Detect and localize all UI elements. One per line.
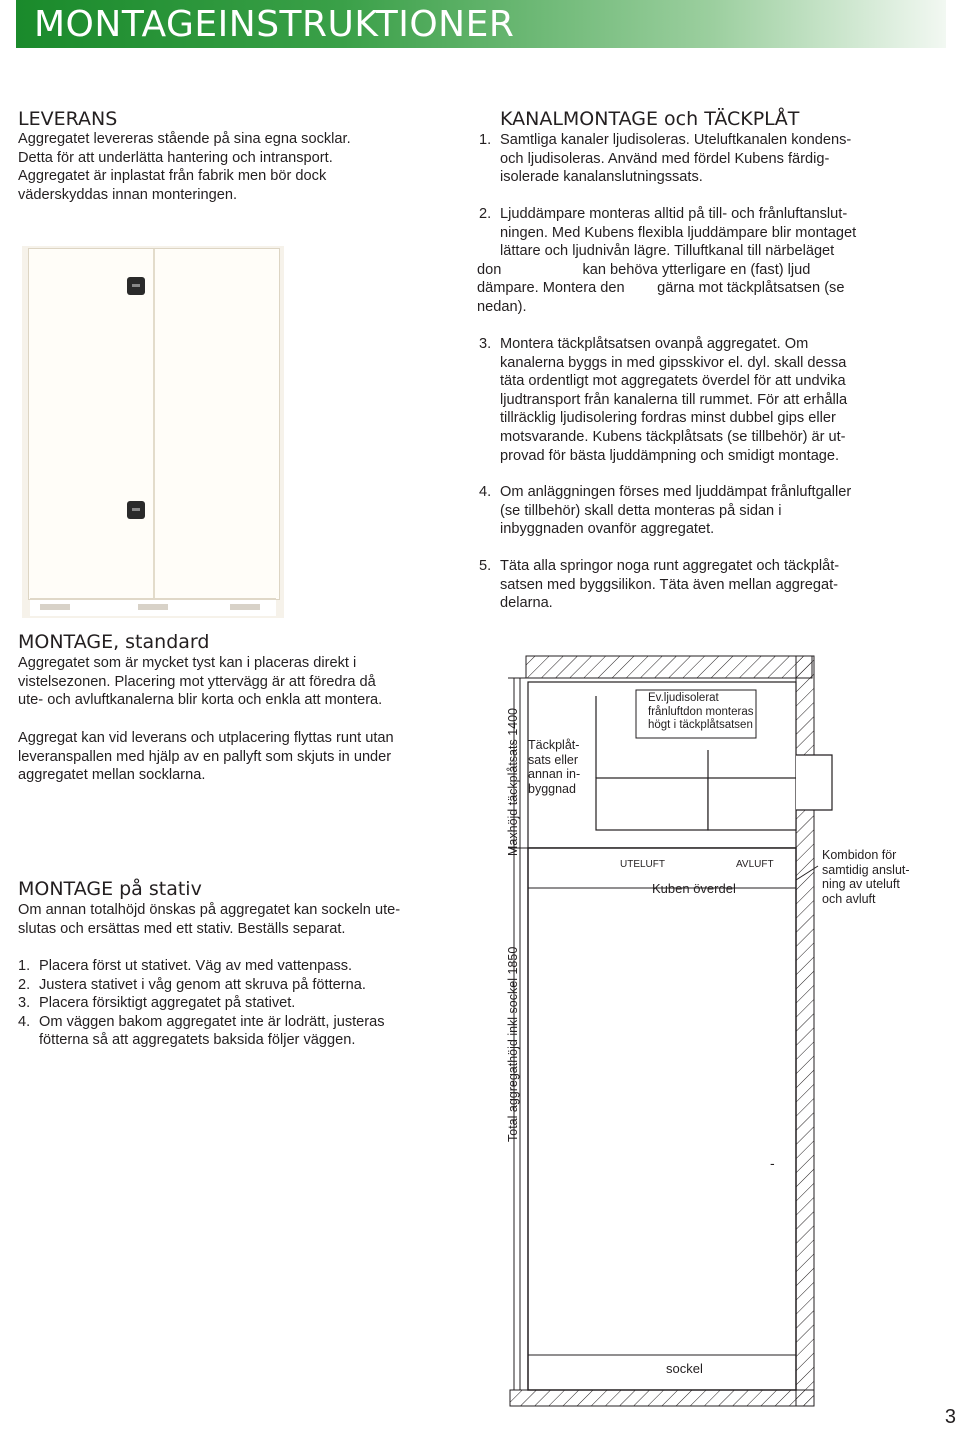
montage-standard-heading: MONTAGE, standard (18, 631, 210, 653)
step-number: 3. (18, 995, 31, 1012)
text-line: frånluftdon monteras (648, 705, 754, 718)
text-line: (se tillbehör) skall detta monteras på sidan i (500, 502, 782, 519)
leverans-text (18, 130, 351, 204)
text-line: väderskyddas innan monteringen. (18, 186, 238, 203)
text-line: Placera först ut stativet. Väg av med vattenpass. (39, 958, 353, 974)
unit-outline (528, 848, 796, 1390)
montage-standard-para2 (18, 729, 394, 785)
item-number: 2. (479, 206, 492, 222)
text-line: ning av uteluft (822, 877, 900, 891)
text-line: aggregatet mellan socklarna. (18, 767, 206, 784)
kombidon-label (822, 848, 910, 906)
text-line: Samtliga kanaler ljudisoleras. Uteluftkanalen kondens- (500, 132, 852, 148)
text-line: fötterna så att aggregatets baksida följer väggen. (39, 1032, 356, 1049)
text-line: Om anläggningen förses med ljuddämpat frånluftgaller (500, 484, 852, 500)
uteluft-label: UTELUFT (620, 859, 665, 870)
text-line: isolerade kanalanslutningssats. (500, 169, 703, 186)
duct-left (596, 778, 708, 830)
text-line: inbyggnaden ovanför aggregatet. (500, 521, 715, 538)
text-line: sats eller (528, 752, 579, 767)
text-line: samtidig anslut- (822, 862, 910, 877)
page-title: MONTAGEINSTRUKTIONER (34, 4, 515, 45)
text-line: vistelsezonen. Placering mot yttervägg är att föredra då (18, 673, 376, 690)
text-line: Aggregatet är inplastat från fabrik men bör dock (18, 168, 327, 185)
montage-stativ-heading: MONTAGE på stativ (18, 878, 202, 900)
step-number: 2. (18, 976, 31, 993)
item-number: 5. (479, 558, 492, 574)
item-number: 1. (479, 132, 492, 148)
text-line: och ljudisoleras. Använd med fördel Kubens färdig- (500, 150, 830, 167)
text-line: motsvarande. Kubens täckplåtsats (se tillbehör) är ut- (500, 428, 846, 445)
floor-hatch (510, 1390, 814, 1406)
pallet-image (30, 598, 276, 616)
text-line: Aggregatet som är mycket tyst kan i placeras direkt i (18, 655, 357, 671)
max-height-label: Maxhöjd täckplåtsats 1400 (506, 707, 520, 856)
header-banner (16, 0, 946, 48)
step-number: 1. (18, 958, 31, 974)
text-line: Detta för att underlätta hantering och intransport. (18, 149, 333, 166)
montage-standard-para1 (18, 654, 382, 710)
cabinet-image (28, 248, 280, 600)
text-line: och avluft (822, 891, 876, 906)
text-line: kanalerna byggs in med gipsskivor el. dyl. skall dessa (500, 354, 847, 371)
unit-photo (22, 246, 284, 618)
door-handle-icon (127, 501, 145, 519)
text-line: leveranspallen med hjälp av en pallyft som skjuts in under (18, 748, 392, 765)
text-line: Justera stativet i våg genom att skruva på fötterna. (39, 976, 366, 993)
text-line: Om annan totalhöjd önskas på aggregatet kan sockeln ute- (18, 902, 401, 918)
text-line: satsen med byggsilikon. Täta även mellan aggregat- (500, 576, 839, 593)
text-line: Kombidon för (822, 848, 897, 862)
text-line: nedan). (477, 298, 527, 315)
text-line: Montera täckplåtsatsen ovanpå aggregatet. Om (500, 336, 809, 352)
text-line: Om väggen bakom aggregatet inte är lodrätt, justeras (39, 1013, 385, 1030)
page-number: 3 (944, 1406, 956, 1428)
avluft-label: AVLUFT (736, 859, 774, 870)
montage-stativ-intro (18, 901, 400, 938)
text-line: annan in- (528, 767, 581, 781)
dash-mark: - (770, 1155, 775, 1171)
cover-label (528, 738, 580, 796)
text-line: delarna. (500, 595, 553, 612)
duct-right (708, 778, 796, 830)
sockel-label: sockel (666, 1361, 703, 1376)
text-line: Täta alla springor noga runt aggregatet och täckplåt- (500, 558, 840, 574)
total-height-label: Total aggregathöjd inkl sockel 1850 (506, 946, 520, 1142)
text-line: ljudtransport från kanalerna till rummet. För att erhålla (500, 391, 848, 408)
text-line: Aggregat kan vid leverans och utplacering flyttas runt utan (18, 730, 394, 746)
text-line: Täckplåt- (528, 738, 580, 752)
text-line: dämpare. Montera den gärna mot täckplåtsatsen (se (477, 280, 845, 297)
installation-diagram (480, 640, 950, 1410)
kuben-label: Kuben överdel (652, 881, 736, 896)
ceiling-hatch (526, 656, 812, 678)
door-split (153, 249, 155, 599)
text-line: provad för bästa ljuddämpning och smidigt montage. (500, 447, 840, 464)
leverans-heading: LEVERANS (18, 108, 118, 130)
text-line: Aggregatet levereras stående på sina egna socklar. (18, 131, 351, 147)
ev-label (648, 692, 753, 733)
kombidon-shape (796, 755, 832, 810)
text-line: högt i täckplåtsatsen (648, 719, 753, 731)
item-number: 3. (479, 336, 492, 352)
text-line: slutas och ersättas med ett stativ. Beställs separat. (18, 920, 346, 937)
item-number: 4. (479, 484, 492, 500)
step-number: 4. (18, 1013, 31, 1030)
kanal-heading: KANALMONTAGE och TÄCKPLÅT (500, 108, 800, 130)
montage-stativ-steps (18, 957, 458, 1057)
door-handle-icon (127, 277, 145, 295)
text-line: Ljuddämpare monteras alltid på till- och frånluftanslut- (500, 206, 848, 222)
text-line: byggnad (528, 781, 576, 796)
text-line: Placera försiktigt aggregatet på stativet. (39, 995, 296, 1012)
text-line: lättare och ljudnivån lägre. Tilluftkanal till närbeläget (500, 243, 835, 260)
text-line: täta ordentligt mot aggregatets överdel för att undvika (500, 373, 846, 390)
text-line: ningen. Med Kubens flexibla ljuddämpare blir montaget (500, 224, 857, 241)
text-line: ute- och avluftkanalerna blir korta och enkla att montera. (18, 692, 383, 709)
text-line: Ev.ljudisolerat (648, 692, 719, 704)
text-line: tillräcklig ljudisolering fordras minst dubbel gips eller (500, 410, 836, 427)
text-line: don kan behöva ytterligare en (fast) ljud (477, 261, 811, 278)
